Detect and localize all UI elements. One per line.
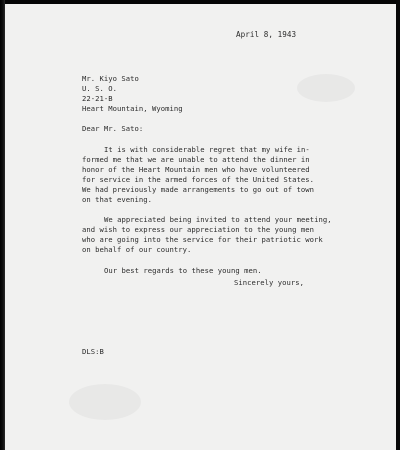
closing: Sincerely yours, xyxy=(234,278,305,287)
recipient-location: Heart Mountain, Wyoming xyxy=(82,104,183,113)
paragraph-1-line: for service in the armed forces of the United States. xyxy=(82,175,314,184)
paragraph-2-line: We appreciated being invited to attend your meeting, xyxy=(104,215,332,224)
recipient-organization: U. S. O. xyxy=(82,84,118,93)
typed-letter xyxy=(5,4,396,450)
salutation: Dear Mr. Sato: xyxy=(82,124,144,133)
recipient-address-number: 22-21-B xyxy=(82,94,113,103)
paragraph-2-line: who are going into the service for their patriotic work xyxy=(82,235,323,244)
recipient-name: Mr. Kiyo Sato xyxy=(82,74,139,83)
paragraph-1-line: formed me that we are unable to attend the dinner in xyxy=(82,155,310,164)
paragraph-3: Our best regards to these young men. xyxy=(104,266,262,275)
paragraph-1-line: It is with considerable regret that my wife in- xyxy=(104,145,310,154)
paragraph-2-line: and wish to express our appreciation to the young men xyxy=(82,225,314,234)
scan-right-edge xyxy=(396,0,400,450)
letter-date: April 8, 1943 xyxy=(236,30,297,39)
paragraph-1-line: on that evening. xyxy=(82,195,153,204)
paragraph-2-line: on behalf of our country. xyxy=(82,245,192,254)
paragraph-1-line: honor of the Heart Mountain men who have volunteered xyxy=(82,165,310,174)
letter-page xyxy=(5,4,396,450)
typist-initials: DLS:B xyxy=(82,347,104,356)
paragraph-1-line: We had previously made arrangements to go out of town xyxy=(82,185,314,194)
